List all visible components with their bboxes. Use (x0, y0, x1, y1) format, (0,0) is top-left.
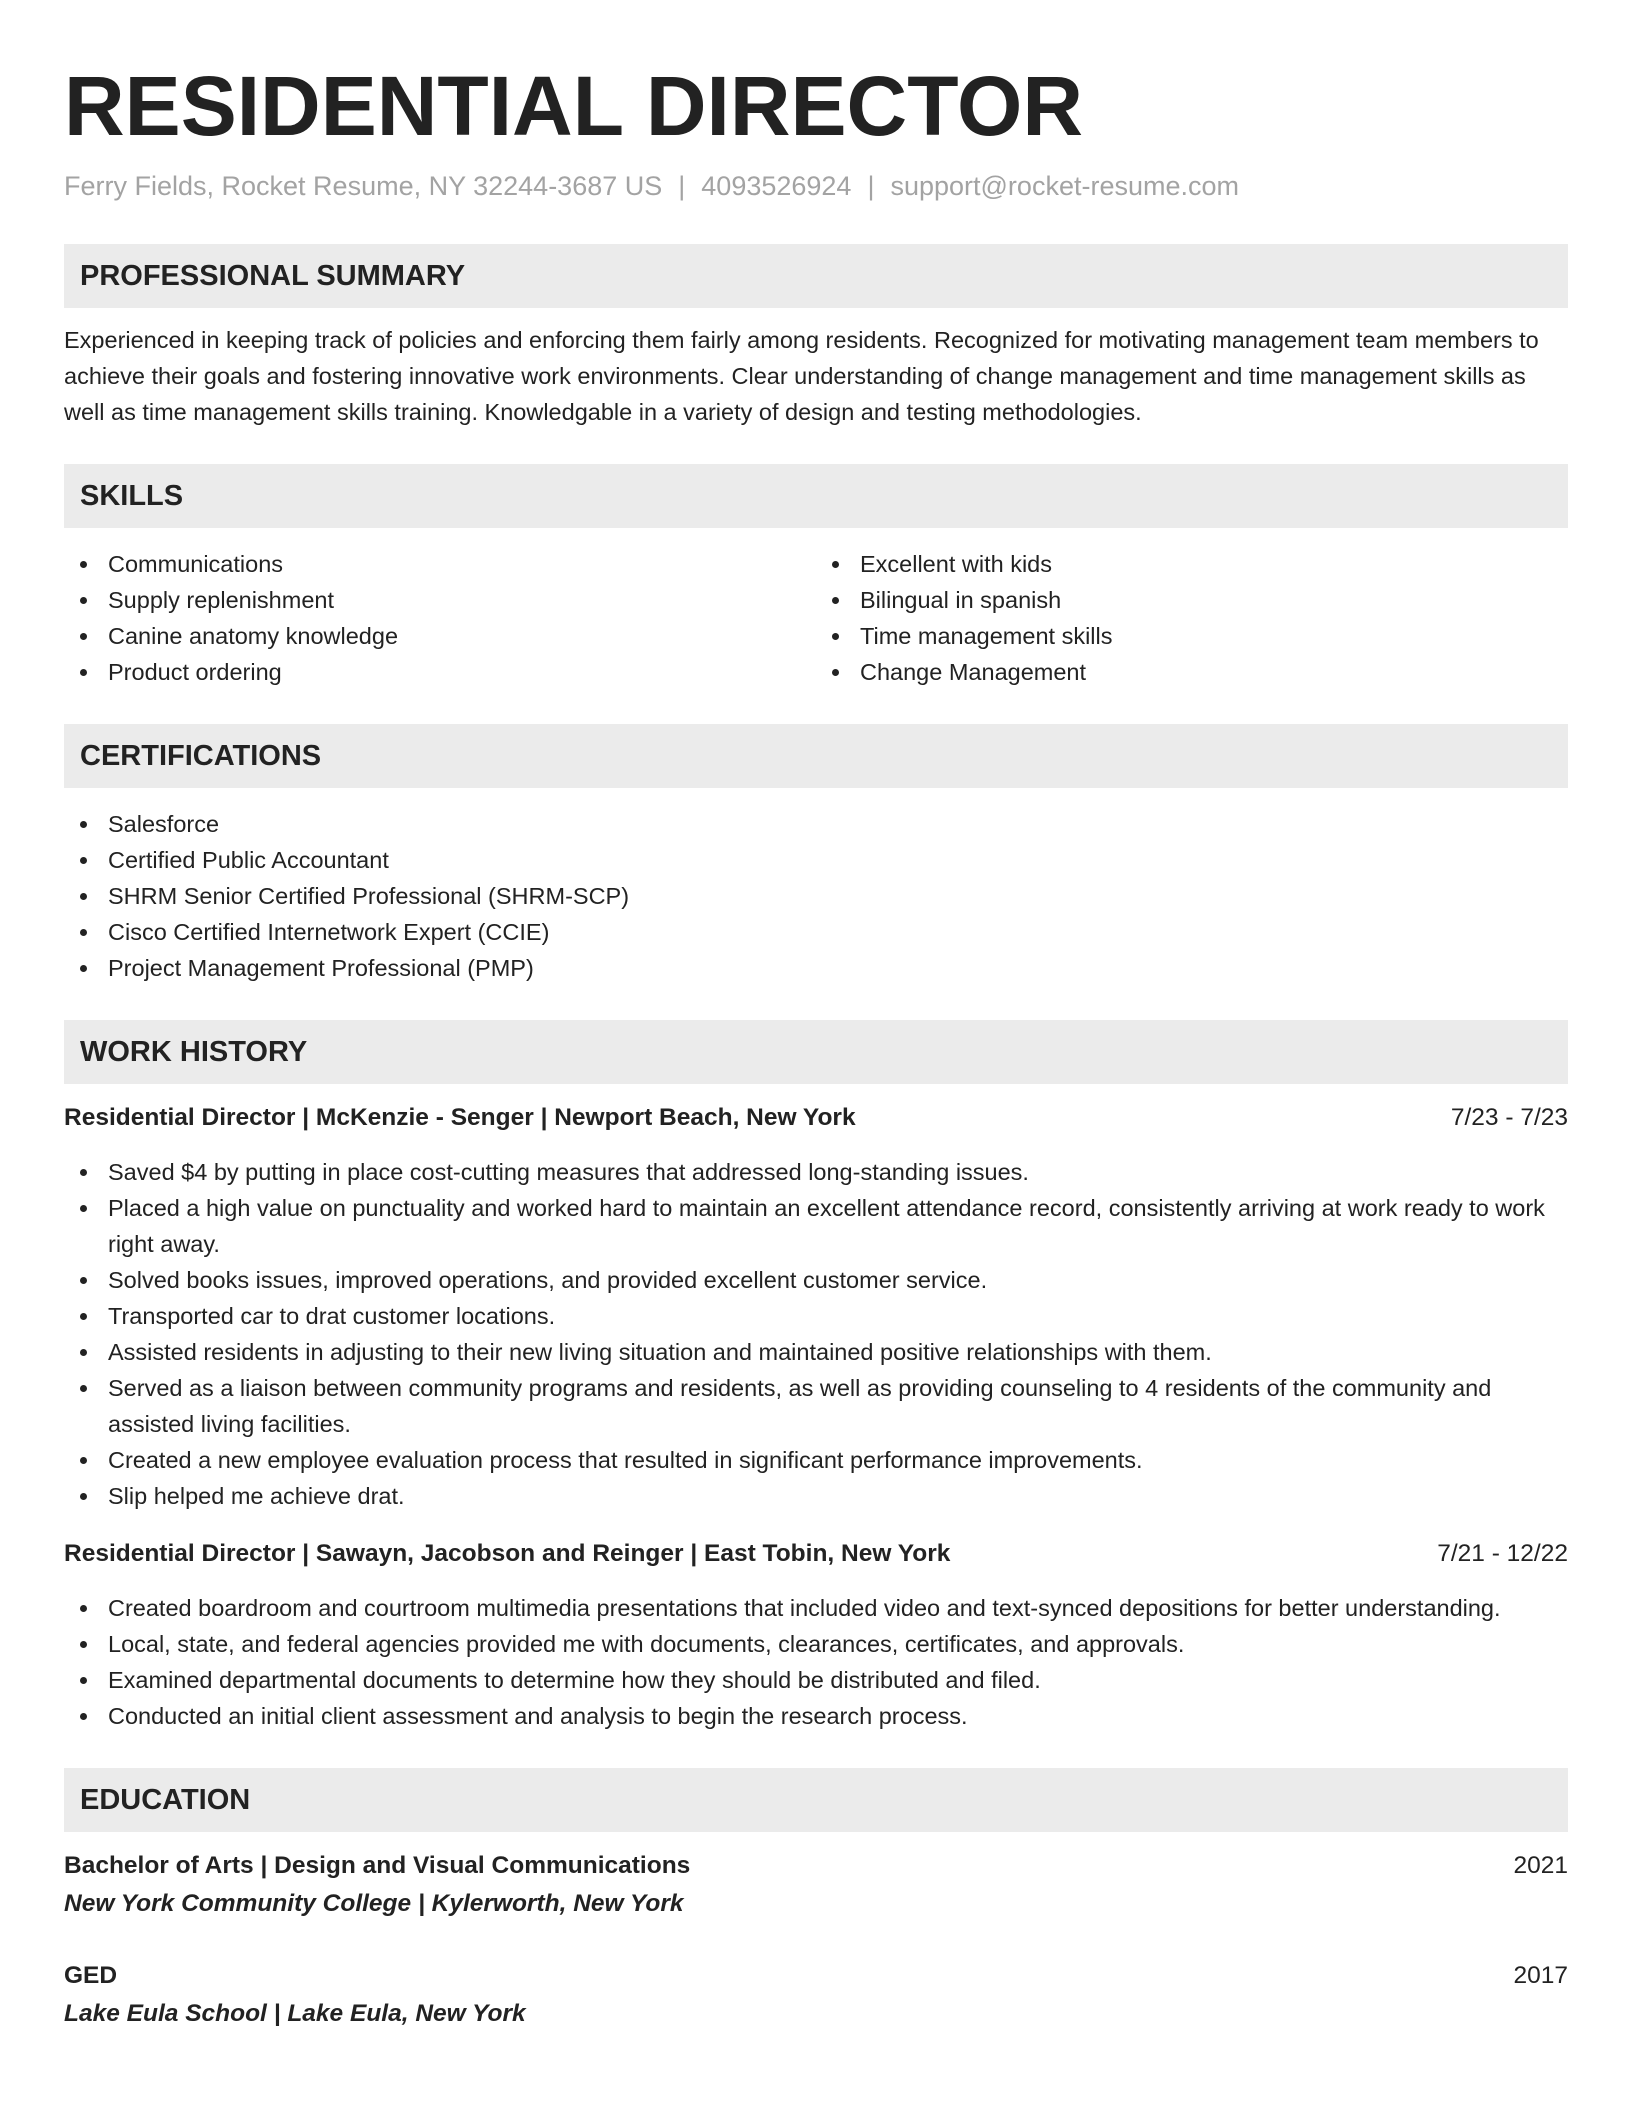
certification-item: Cisco Certified Internetwork Expert (CCIE) (64, 914, 1568, 950)
skill-item: Communications (64, 546, 816, 582)
job-bullet: Transported car to drat customer locations. (64, 1298, 1568, 1334)
contact-address: Ferry Fields, Rocket Resume, NY 32244-3687 US (64, 171, 663, 201)
education-school: New York Community College | Kylerworth, New York (64, 1890, 684, 1917)
skill-item: Excellent with kids (816, 546, 1568, 582)
resume-title: RESIDENTIAL DIRECTOR (64, 59, 1083, 153)
job-heading (64, 1100, 1568, 1136)
job-bullet: Assisted residents in adjusting to their new living situation and maintained positive relationships with them. (64, 1334, 1568, 1370)
contact-phone: 4093526924 (701, 171, 852, 201)
skills-list-left (64, 546, 816, 690)
certification-item: Certified Public Accountant (64, 842, 1568, 878)
skill-item: Supply replenishment (64, 582, 816, 618)
job-bullet-list (64, 1154, 1568, 1514)
job-bullet-list (64, 1590, 1568, 1734)
education-school: Lake Eula School | Lake Eula, New York (64, 2000, 526, 2027)
education-degree: Bachelor of Arts | Design and Visual Communications (64, 1852, 691, 1879)
education-year: 2017 (1513, 1962, 1568, 1989)
skills-grid (64, 528, 1568, 690)
section-header-education: EDUCATION (64, 1768, 1568, 1832)
job-title: Residential Director | Sawayn, Jacobson and Reinger | East Tobin, New York (64, 1540, 951, 1567)
job-bullet: Slip helped me achieve drat. (64, 1478, 1568, 1514)
job-bullet: Placed a high value on punctuality and worked hard to maintain an excellent attendance record, consistently arriving at work ready to work right away. (64, 1190, 1568, 1262)
job-dates: 7/23 - 7/23 (1450, 1104, 1568, 1131)
skill-item: Bilingual in spanish (816, 582, 1568, 618)
certification-item: Salesforce (64, 806, 1568, 842)
education-heading (64, 1848, 1568, 1884)
job-bullet: Saved $4 by putting in place cost-cutting measures that addressed long-standing issues. (64, 1154, 1568, 1190)
section-header-summary: PROFESSIONAL SUMMARY (64, 244, 1568, 308)
job-dates: 7/21 - 12/22 (1437, 1540, 1568, 1567)
skill-item: Product ordering (64, 654, 816, 690)
section-header-skills: SKILLS (64, 464, 1568, 528)
contact-email[interactable]: support@rocket-resume.com (890, 171, 1239, 201)
job-bullet: Solved books issues, improved operations, and provided excellent customer service. (64, 1262, 1568, 1298)
skill-item: Time management skills (816, 618, 1568, 654)
job-bullet: Local, state, and federal agencies provided me with documents, clearances, certificates, and approvals. (64, 1626, 1568, 1662)
certification-item: SHRM Senior Certified Professional (SHRM-SCP) (64, 878, 1568, 914)
contact-line (64, 168, 1568, 204)
job-bullet: Created boardroom and courtroom multimedia presentations that included video and text-synced depositions for better understanding. (64, 1590, 1568, 1626)
section-header-certifications: CERTIFICATIONS (64, 724, 1568, 788)
job-bullet: Examined departmental documents to determine how they should be distributed and filed. (64, 1662, 1568, 1698)
education-heading (64, 1958, 1568, 1994)
contact-separator: | (867, 171, 875, 201)
skills-list-right (816, 546, 1568, 690)
section-header-work-history: WORK HISTORY (64, 1020, 1568, 1084)
job-bullet: Conducted an initial client assessment and analysis to begin the research process. (64, 1698, 1568, 1734)
job-title: Residential Director | McKenzie - Senger | Newport Beach, New York (64, 1104, 856, 1131)
job-heading (64, 1536, 1568, 1572)
education-degree: GED (64, 1962, 118, 1989)
skill-item: Change Management (816, 654, 1568, 690)
certification-item: Project Management Professional (PMP) (64, 950, 1568, 986)
job-bullet: Served as a liaison between community programs and residents, as well as providing counseling to 4 residents of the community and assisted living facilities. (64, 1370, 1568, 1442)
education-year: 2021 (1513, 1852, 1568, 1879)
summary-text: Experienced in keeping track of policies and enforcing them fairly among residents. Recognized for motivating management team members to achieve their goals and fostering innovative work environments. Clear understanding of change management and time management skills as well as time management skills training. Knowledgable in a variety of design and testing methodologies. (64, 327, 1539, 425)
certifications-list (64, 806, 1568, 986)
contact-separator: | (678, 171, 686, 201)
skill-item: Canine anatomy knowledge (64, 618, 816, 654)
job-bullet: Created a new employee evaluation process that resulted in significant performance improvements. (64, 1442, 1568, 1478)
